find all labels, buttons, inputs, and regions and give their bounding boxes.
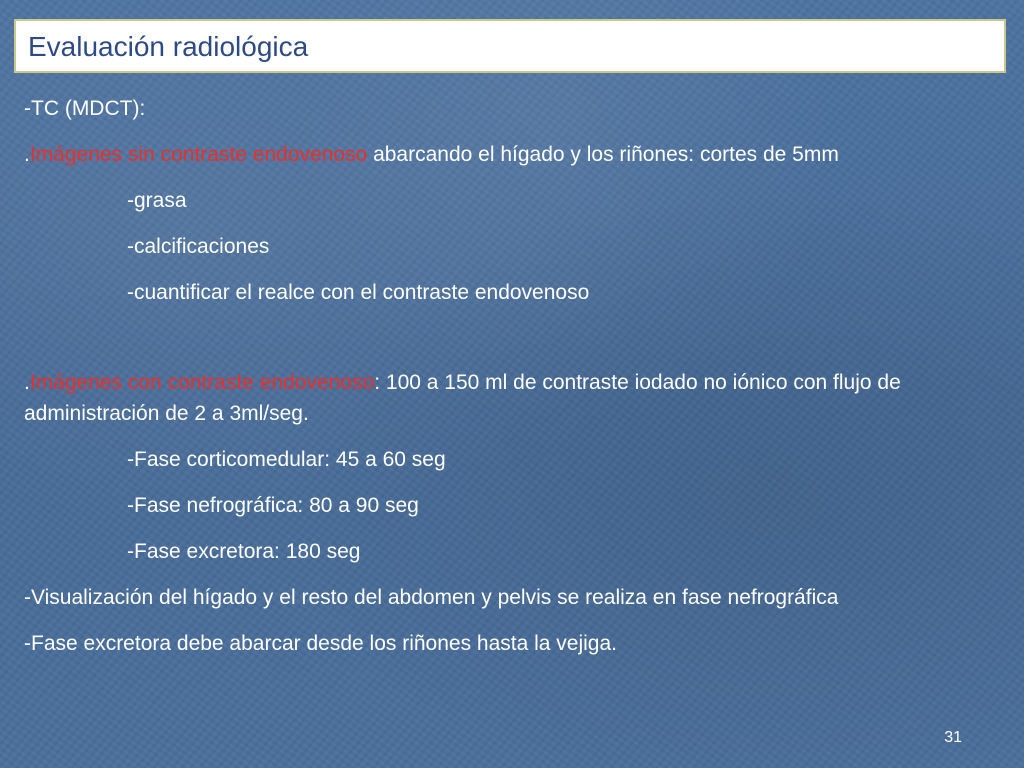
list-item-fase-corticomedular: -Fase corticomedular: 45 a 60 seg [127, 448, 446, 471]
con-contraste-paragraph [24, 367, 974, 429]
list-item-grasa: -grasa [127, 189, 187, 212]
slide-title: Evaluación radiológica [28, 31, 309, 62]
sin-contraste-bullet: . [24, 143, 30, 166]
title-box [14, 19, 1006, 73]
slide-content [24, 93, 974, 659]
list-item-fase-nefrografica: -Fase nefrográfica: 80 a 90 seg [127, 494, 419, 517]
con-contraste-highlight: Imágenes con contraste endovenoso [29, 371, 375, 394]
tc-heading: -TC (MDCT): [24, 97, 146, 120]
slide-number: 31 [944, 729, 962, 746]
con-contraste-text: : 100 a 150 ml de contraste iodado no iónico con flujo de administración de 2 a 3ml/seg. [24, 371, 901, 425]
sin-contraste-paragraph [24, 139, 974, 170]
sin-contraste-text: abarcando el hígado y los riñones: cortes de 5mm [367, 143, 839, 166]
visualizacion-paragraph: -Visualización del hígado y el resto del abdomen y pelvis se realiza en fase nefrográfica [24, 586, 839, 609]
list-item-fase-excretora: -Fase excretora: 180 seg [127, 540, 361, 563]
list-item-calcificaciones: -calcificaciones [127, 235, 270, 258]
con-contraste-bullet: . [24, 371, 30, 394]
fase-excretora-paragraph: -Fase excretora debe abarcar desde los riñones hasta la vejiga. [24, 632, 618, 655]
list-item-cuantificar: -cuantificar el realce con el contraste endovenoso [127, 281, 590, 304]
sin-contraste-highlight: Imágenes sin contraste endovenoso [29, 143, 368, 166]
